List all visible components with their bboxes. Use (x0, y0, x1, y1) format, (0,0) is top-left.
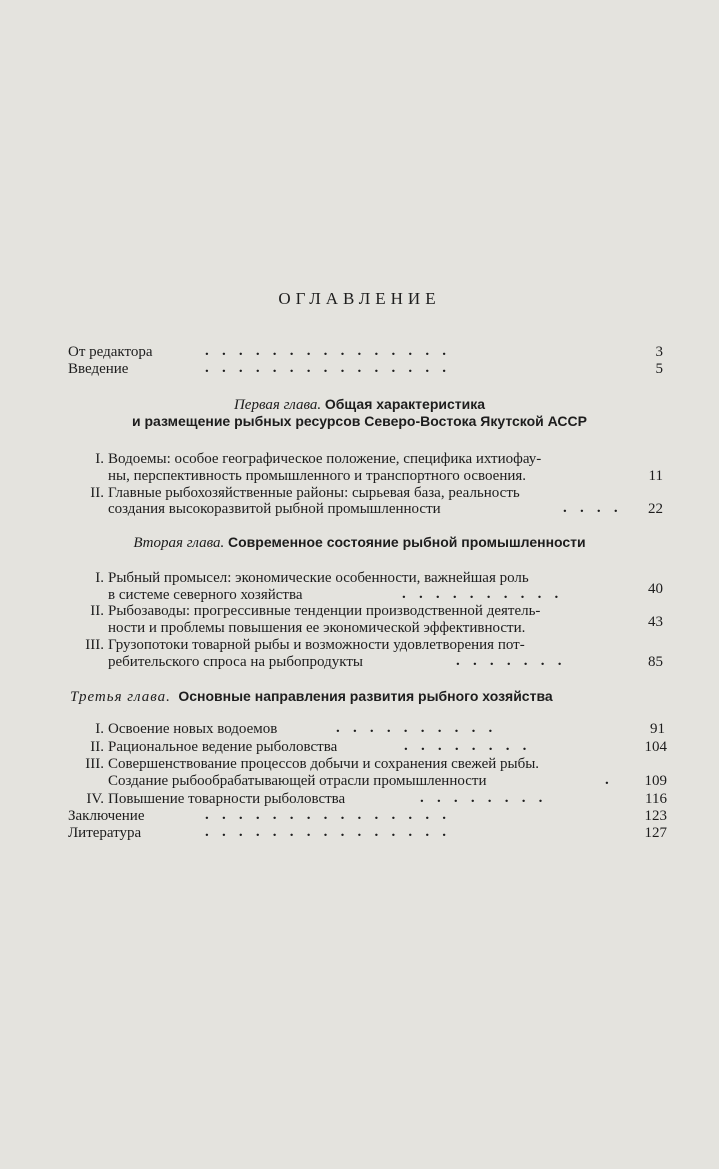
chapter-label: Вторая глава. (133, 535, 225, 551)
section-number: II. (90, 739, 104, 755)
toc-entry (68, 738, 667, 756)
leader-dots: ............... (205, 824, 460, 840)
section-number: III. (85, 756, 104, 772)
leader-dots: .......... (402, 586, 572, 602)
toc-entry-intro (68, 360, 663, 378)
chapter-1-heading-line-2 (0, 412, 719, 431)
page-number: 104 (644, 739, 667, 755)
toc-entry (68, 450, 663, 468)
page-number: 116 (645, 791, 667, 807)
chapter-label: Третья глава. (70, 689, 171, 705)
entry-label: Рыбозаводы: прогрессивные тенденции производственной деятель- (108, 603, 541, 619)
entry-label: Рыбный промысел: экономические особенности, важнейшая роль (108, 570, 529, 586)
section-number: I. (95, 721, 104, 737)
page-number: 91 (650, 721, 665, 737)
section-number: I. (95, 451, 104, 467)
toc-entry (68, 602, 663, 620)
toc-entry (68, 755, 663, 773)
page-number: 123 (644, 808, 667, 824)
entry-label: Освоение новых водоемов (108, 721, 278, 737)
page-title: ОГЛАВЛЕНИЕ (278, 289, 441, 308)
entry-label: ребительского спроса на рыбопродукты (108, 654, 363, 670)
toc-entry-continued (108, 653, 663, 671)
leader-dots: ....... (456, 653, 575, 669)
leader-dots: ........ (420, 790, 556, 806)
entry-label: Главные рыбохозяйственные районы: сырьевая база, реальность (108, 485, 520, 501)
entry-label: Создание рыбообрабатывающей отрасли промышленности (108, 773, 487, 789)
chapter-title-line-1: Общая характеристика (324, 396, 486, 412)
toc-entry-continued (108, 467, 663, 485)
chapter-title: Современное состояние рыбной промышленности (228, 534, 586, 550)
chapter-label: Первая глава. (233, 397, 322, 413)
leader-dots: .......... (336, 720, 506, 736)
leader-dots: ............... (205, 360, 460, 376)
entry-label: Введение (68, 361, 129, 377)
entry-label: Водоемы: особое географическое положение, специфика ихтиофау- (108, 451, 542, 467)
leader-dots: .... (563, 500, 631, 516)
entry-label: Совершенствование процессов добычи и сохранения свежей рыбы. (108, 756, 540, 772)
section-number: III. (85, 637, 104, 653)
entry-label: ны, перспективность промышленного и транспортного освоения. (108, 468, 527, 484)
leader-dots: . (605, 772, 609, 788)
toc-entry-literature (68, 824, 667, 842)
chapter-title: Основные направления развития рыбного хозяйства (178, 688, 553, 704)
section-number: II. (90, 603, 104, 619)
entry-label: ности и проблемы повышения ее экономической эффективности. (108, 620, 526, 636)
entry-label: Рациональное ведение рыболовства (108, 739, 338, 755)
page-number: 127 (644, 825, 667, 841)
leader-dots: ............... (205, 343, 460, 359)
page-number: 43 (648, 614, 663, 630)
toc-entry-continued (108, 772, 667, 790)
entry-label: От редактора (68, 344, 153, 360)
page-number: 11 (648, 468, 663, 484)
page-number: 5 (655, 361, 663, 377)
toc-entry-continued (108, 614, 663, 637)
leader-dots: ............... (205, 807, 460, 823)
page-number: 40 (648, 581, 663, 597)
entry-label: Литература (68, 825, 142, 841)
toc-entry-continued (108, 500, 663, 518)
section-number: IV. (86, 791, 104, 807)
entry-label: Заключение (68, 808, 145, 824)
toc-entry (68, 720, 663, 738)
section-number: I. (95, 570, 104, 586)
chapter-2-heading (0, 533, 719, 552)
chapter-title-line-2: и размещение рыбных ресурсов Северо-Востока Якутской АССР (132, 413, 587, 429)
toc-entry (68, 569, 663, 587)
chapter-3-heading (70, 687, 670, 706)
page-number: 85 (648, 654, 663, 670)
page-number: 3 (655, 344, 663, 360)
entry-label: создания высокоразвитой рыбной промышленности (108, 501, 441, 517)
entry-label: Повышение товарности рыболовства (108, 791, 346, 807)
entry-label: Грузопотоки товарной рыбы и возможности удовлетворения пот- (108, 637, 525, 653)
leader-dots: ........ (404, 738, 540, 754)
section-number: II. (90, 485, 104, 501)
page-number: 109 (644, 773, 667, 789)
entry-label: в системе северного хозяйства (108, 587, 303, 603)
page-number: 22 (648, 501, 663, 517)
